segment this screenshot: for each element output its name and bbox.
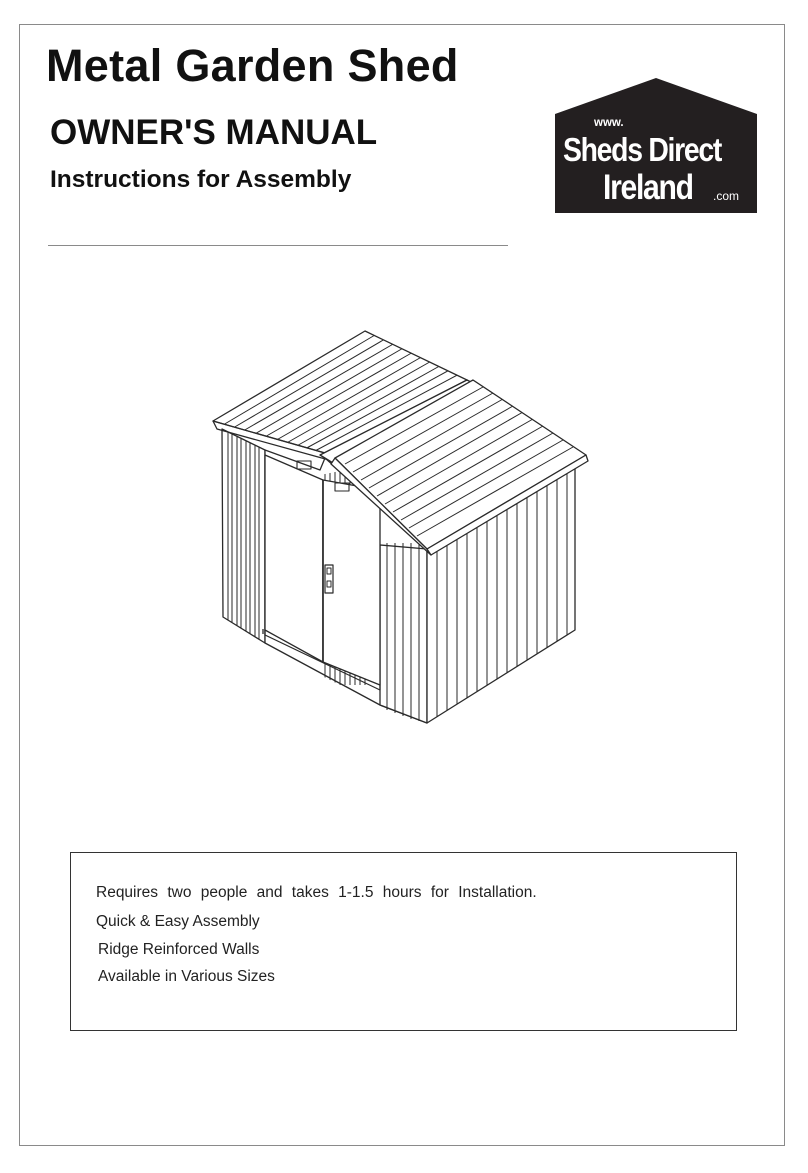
feature-box [70, 852, 737, 1031]
logo-brand-name: Sheds Direct [563, 131, 722, 168]
feature-various-sizes: Available in Various Sizes [98, 968, 275, 985]
title-divider [48, 245, 508, 246]
logo-domain-suffix: .com [713, 189, 740, 203]
feature-easy-assembly: Quick & Easy Assembly [96, 913, 260, 930]
document-title: Metal Garden Shed [46, 40, 459, 91]
logo-www-text: www. [594, 117, 624, 129]
logo-brand-country: Ireland [603, 168, 693, 207]
brand-logo [555, 78, 757, 213]
document-subtitle-secondary: Instructions for Assembly [50, 166, 352, 193]
shed-illustration [205, 325, 595, 735]
feature-ridge-walls: Ridge Reinforced Walls [98, 941, 260, 958]
feature-installation-time: Requires two people and takes 1-1.5 hours for Installation. [96, 884, 537, 901]
document-subtitle: OWNER'S MANUAL [50, 113, 378, 152]
